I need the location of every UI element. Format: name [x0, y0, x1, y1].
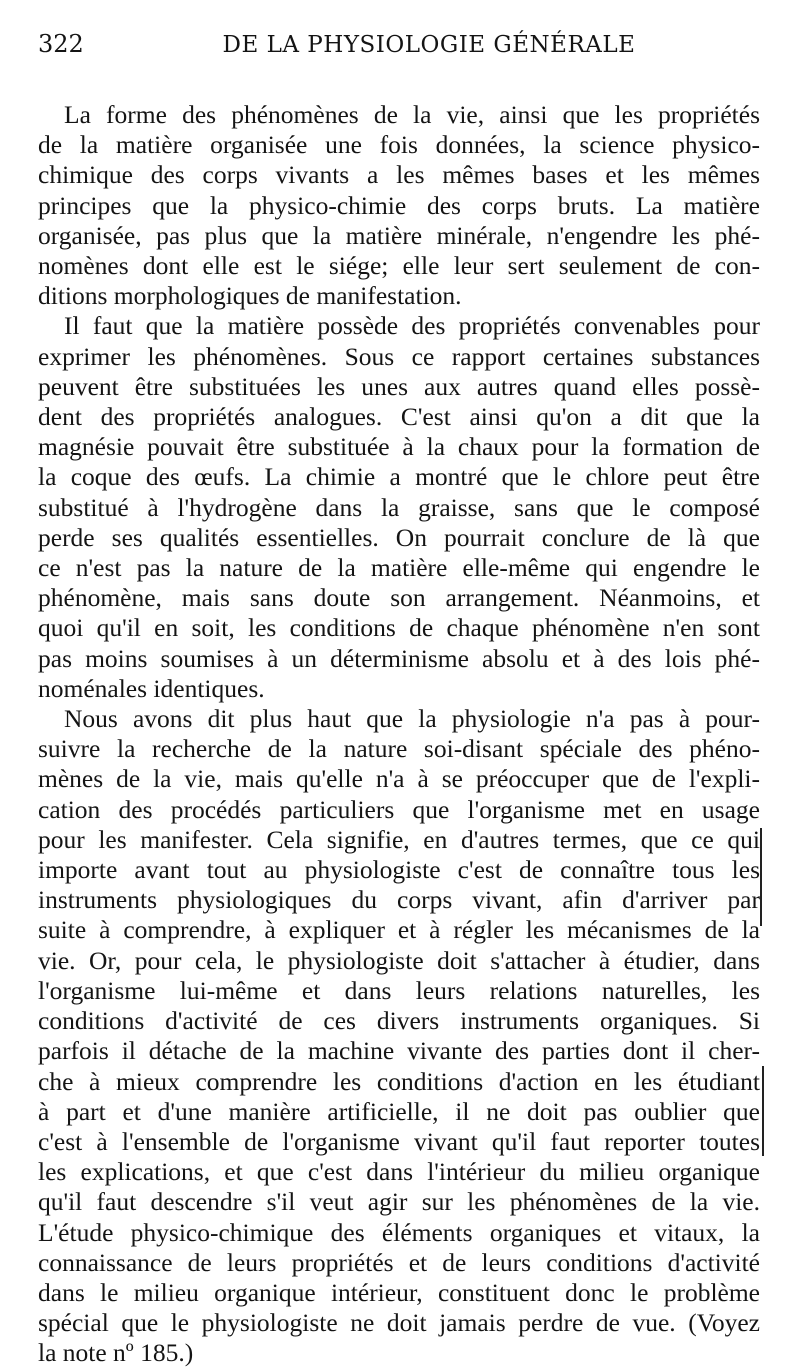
text-line: dent des propriétés analogues. C'est ainsi qu'on a dit que la [38, 402, 760, 432]
text-line: organisée, pas plus que la matière minérale, n'engendre les phé- [38, 220, 760, 250]
text-line: che à mieux comprendre les conditions d'action en les étudiant [38, 1066, 760, 1096]
text-line: la coque des œufs. La chimie a montré que le chlore peut être [38, 462, 760, 492]
paragraph-2 [38, 311, 760, 704]
page-header [38, 30, 760, 74]
page-body [38, 100, 760, 1369]
text-line: les explications, et que c'est dans l'intérieur du milieu organique [38, 1157, 760, 1187]
text-line: à part et d'une manière artificielle, il ne doit pas oublier que [38, 1096, 760, 1126]
text-line: spécial que le physiologiste ne doit jamais perdre de vue. (Voyez [38, 1308, 760, 1338]
text-line: suivre la recherche de la nature soi-disant spéciale des phéno- [38, 734, 760, 764]
text-line: magnésie pouvait être substituée à la chaux pour la formation de [38, 432, 760, 462]
text-line: suite à comprendre, à expliquer et à régler les mécanismes de la [38, 915, 760, 945]
text-line: nomènes dont elle est le siége; elle leur sert seulement de con- [38, 251, 760, 281]
text-line: instruments physiologiques du corps vivant, afin d'arriver par [38, 885, 760, 915]
text-line: peuvent être substituées les unes aux autres quand elles possè- [38, 371, 760, 401]
margin-bracket [760, 828, 762, 926]
text-line: conditions d'activité de ces divers instruments organiques. Si [38, 1006, 760, 1036]
text-line: l'organisme lui-même et dans leurs relations naturelles, les [38, 975, 760, 1005]
text-line: La forme des phénomènes de la vie, ainsi que les propriétés [64, 100, 760, 129]
paragraph-3 [38, 704, 760, 1368]
margin-bracket [762, 1066, 764, 1156]
text-line: la note nº 185.) [38, 1338, 194, 1368]
text-line: c'est à l'ensemble de l'organisme vivant qu'il faut reporter toutes [38, 1126, 760, 1156]
page-number: 322 [38, 30, 84, 58]
text-line: exprimer les phénomènes. Sous ce rapport certaines substances [38, 341, 760, 371]
text-line: pour les manifester. Cela signifie, en d'autres termes, que ce qui [38, 824, 760, 854]
text-line: quoi qu'il en soit, les conditions de chaque phénomène n'en sont [38, 613, 760, 643]
text-line: parfois il détache de la machine vivante des parties dont il cher- [38, 1036, 760, 1066]
text-line: pas moins soumises à un déterminisme absolu et à des lois phé- [38, 643, 760, 673]
text-line: connaissance de leurs propriétés et de leurs conditions d'activité [38, 1247, 760, 1277]
text-line: principes que la physico-chimie des corps bruts. La matière [38, 190, 760, 220]
text-line: phénomène, mais sans doute son arrangement. Néanmoins, et [38, 583, 760, 613]
text-line: ce n'est pas la nature de la matière elle-même qui engendre le [38, 553, 760, 583]
text-line: noménales identiques. [38, 673, 265, 703]
text-line: substitué à l'hydrogène dans la graisse, sans que le composé [38, 492, 760, 522]
text-line: de la matière organisée une fois données, la science physico- [38, 130, 760, 160]
text-line: cation des procédés particuliers que l'organisme met en usage [38, 794, 760, 824]
text-line: Nous avons dit plus haut que la physiologie n'a pas à pour- [64, 704, 760, 734]
text-line: dans le milieu organique intérieur, constituent donc le problème [38, 1277, 760, 1307]
text-line: mènes de la vie, mais qu'elle n'a à se préoccuper que de l'expli- [38, 764, 760, 794]
running-title: DE LA PHYSIOLOGIE GÉNÉRALE [222, 32, 636, 58]
text-line: qu'il faut descendre s'il veut agir sur les phénomènes de la vie. [38, 1187, 760, 1217]
text-line: importe avant tout au physiologiste c'est de connaître tous les [38, 855, 760, 885]
text-line: chimique des corps vivants a les mêmes bases et les mêmes [38, 160, 760, 190]
paragraph-1 [38, 100, 760, 311]
text-line: vie. Or, pour cela, le physiologiste doit s'attacher à étudier, dans [38, 945, 760, 975]
text-line: L'étude physico-chimique des éléments organiques et vitaux, la [38, 1217, 760, 1247]
text-line: Il faut que la matière possède des propriétés convenables pour [64, 311, 760, 341]
text-line: ditions morphologiques de manifestation. [38, 281, 462, 311]
text-line: perde ses qualités essentielles. On pourrait conclure de là que [38, 522, 760, 552]
